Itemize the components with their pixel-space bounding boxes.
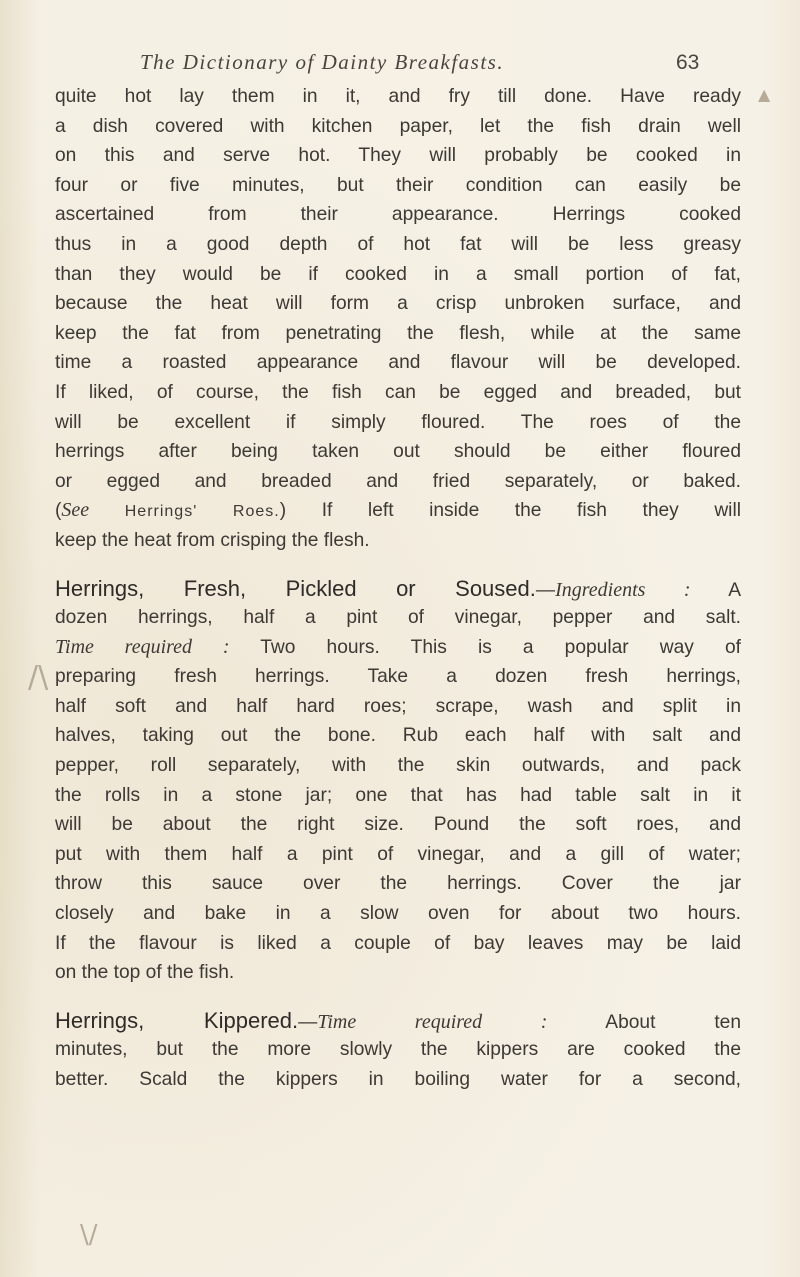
text-line: minutes, but the more slowly the kippers are cooked the bbox=[55, 1039, 741, 1061]
margin-pencil-mark: ▲ bbox=[758, 85, 771, 104]
text-line: thus in a good depth of hot fat will be less greasy bbox=[55, 233, 741, 255]
text-line: ascertained from their appearance. Herrings cooked bbox=[55, 204, 741, 226]
text-line: dozen herrings, half a pint of vinegar, pepper and salt. bbox=[55, 607, 741, 629]
text-line: will be about the right size. Pound the soft roes, and bbox=[55, 814, 741, 836]
margin-pencil-mark: \/ bbox=[80, 1220, 98, 1250]
cross-reference-herrings-roes: Herrings' Roes. bbox=[124, 503, 280, 521]
text-line: on the top of the fish. bbox=[55, 962, 235, 984]
text-line-cross-reference: (See Herrings' Roes.) If left inside the fish they will bbox=[55, 499, 741, 522]
text-line: If liked, of course, the fish can be egged and breaded, but bbox=[55, 381, 741, 403]
text-line: herrings after being taken out should be either floured bbox=[55, 441, 741, 463]
running-head bbox=[140, 50, 680, 75]
text-line: halves, taking out the bone. Rub each half with salt and bbox=[55, 725, 741, 747]
text-line: keep the fat from penetrating the flesh, while at the same bbox=[55, 322, 741, 344]
text-line: better. Scald the kippers in boiling water for a second, bbox=[55, 1069, 741, 1090]
body-text bbox=[55, 82, 741, 1095]
text-line: pepper, roll separately, with the skin outwards, and pack bbox=[55, 755, 741, 777]
entry-heading-line: Herrings, Kippered.—Time required : About ten bbox=[55, 1007, 742, 1033]
text-line: half soft and half hard roes; scrape, wash and split in bbox=[55, 695, 741, 717]
text-line: because the heat will form a crisp unbroken surface, and bbox=[55, 293, 741, 315]
text-line: put with them half a pint of vinegar, and a gill of water; bbox=[55, 843, 741, 865]
text-line: will be excellent if simply floured. The roes of the bbox=[55, 411, 741, 433]
text-line: time a roasted appearance and flavour will be developed. bbox=[55, 352, 741, 374]
text-line: the rolls in a stone jar; one that has had table salt in it bbox=[55, 784, 741, 806]
entry-heading: Herrings, Fresh, Pickled or Soused. bbox=[55, 575, 536, 601]
text-line: four or five minutes, but their condition can easily be bbox=[55, 174, 741, 196]
margin-pencil-mark: /\ bbox=[28, 660, 49, 695]
time-required-label: Time required : bbox=[317, 1010, 548, 1033]
entry-heading-line: Herrings, Fresh, Pickled or Soused.—Ingredients : A bbox=[55, 575, 741, 601]
text-line: a dish covered with kitchen paper, let the fish drain well bbox=[55, 115, 741, 137]
page-number: 63 bbox=[676, 51, 700, 74]
time-required-label: Time required : bbox=[55, 635, 230, 658]
entry-heading: Herrings, Kippered. bbox=[55, 1007, 299, 1033]
text-line: preparing fresh herrings. Take a dozen fresh herrings, bbox=[55, 666, 741, 688]
paragraph-fried-herrings bbox=[55, 82, 741, 556]
see-label: See bbox=[61, 499, 90, 522]
text-line: quite hot lay them in it, and fry till done. Have ready bbox=[55, 86, 741, 107]
running-head-title: The Dictionary of Dainty Breakfasts. bbox=[140, 50, 505, 74]
ingredients-label: Ingredients : bbox=[555, 578, 691, 601]
text-line-time: Time required : Two hours. This is a popular way of bbox=[55, 635, 741, 658]
text-line: If the flavour is liked a couple of bay leaves may be laid bbox=[55, 932, 741, 954]
text-line: or egged and breaded and fried separately, or baked. bbox=[55, 470, 741, 492]
text-line: on this and serve hot. They will probably be cooked in bbox=[55, 145, 741, 167]
text-line: throw this sauce over the herrings. Cover the jar bbox=[55, 873, 741, 895]
text-line: keep the heat from crisping the flesh. bbox=[55, 529, 370, 551]
text-line: closely and bake in a slow oven for about two hours. bbox=[55, 903, 741, 925]
entry-herrings-pickled bbox=[55, 574, 741, 988]
entry-herrings-kippered bbox=[55, 1006, 741, 1095]
text-line: than they would be if cooked in a small portion of fat, bbox=[55, 263, 741, 285]
